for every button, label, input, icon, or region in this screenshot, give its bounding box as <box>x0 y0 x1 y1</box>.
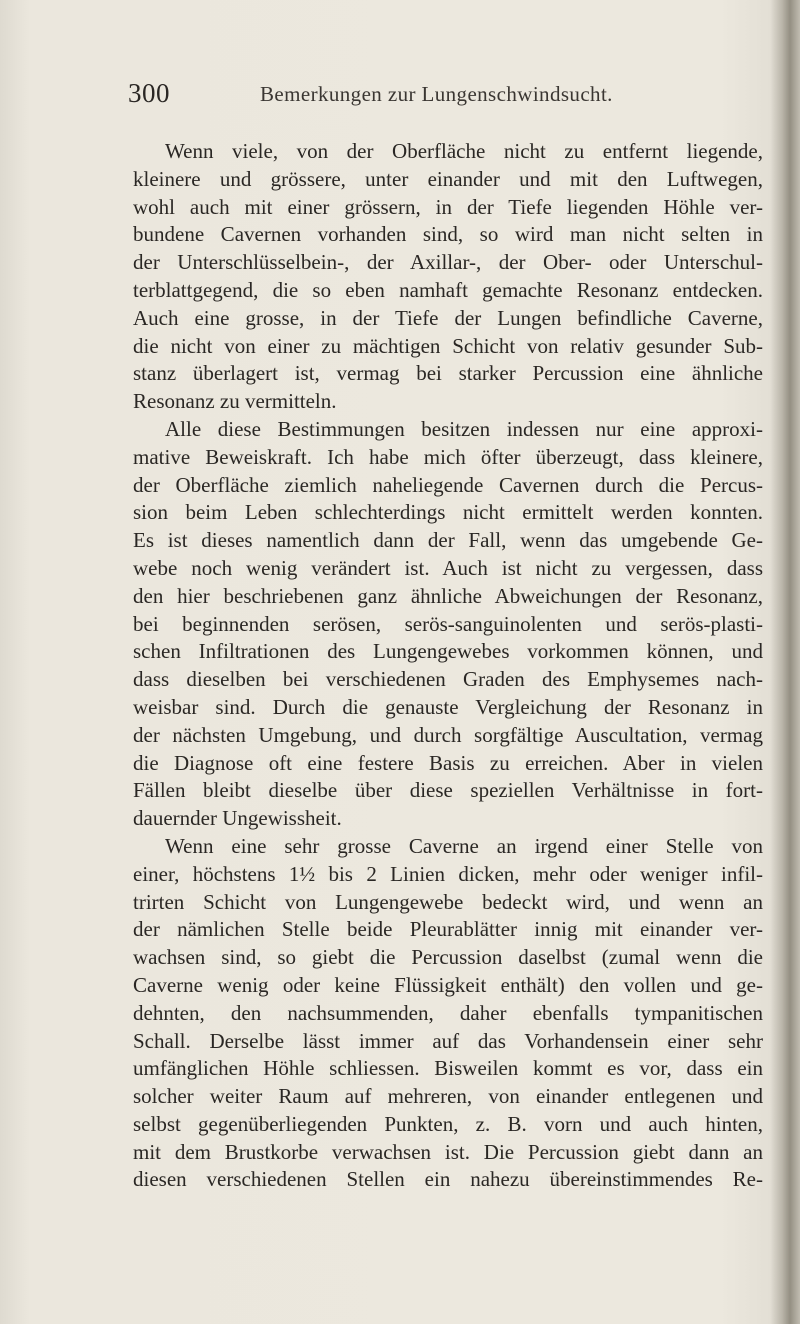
text-line: wohl auch mit einer grössern, in der Tiefe liegenden Höhle ver- <box>133 194 763 219</box>
text-line: mit dem Brustkorbe verwachsen ist. Die Percussion giebt dann an <box>133 1139 763 1164</box>
text-line: weisbar sind. Durch die genauste Vergleichung der Resonanz in <box>133 694 763 719</box>
text-line: sion beim Leben schlechterdings nicht ermittelt werden konnten. <box>133 500 763 525</box>
text-line: der Oberfläche ziemlich naheliegende Cavernen durch die Percus- <box>133 472 763 497</box>
text-line: solcher weiter Raum auf mehreren, von einander entlegenen und <box>133 1084 763 1109</box>
text-line: diesen verschiedenen Stellen ein nahezu übereinstimmendes Re- <box>133 1167 763 1192</box>
text-line: Auch eine grosse, in der Tiefe der Lungen befindliche Caverne, <box>133 305 763 330</box>
text-line: dauernder Ungewissheit. <box>133 806 342 831</box>
text-line: terblattgegend, die so eben namhaft gemachte Resonanz entdecken. <box>133 277 763 302</box>
text-line: der nächsten Umgebung, und durch sorgfältige Auscultation, vermag <box>133 722 763 747</box>
text-line: dehnten, den nachsummenden, daher ebenfalls tympanitischen <box>133 1000 763 1025</box>
text-line: Wenn viele, von der Oberfläche nicht zu entfernt liegende, <box>165 139 763 163</box>
page-number: 300 <box>128 78 170 108</box>
text-line: umfänglichen Höhle schliessen. Bisweilen kommt es vor, dass ein <box>133 1056 763 1081</box>
text-line: kleinere und grössere, unter einander und mit den Luftwegen, <box>133 166 763 191</box>
text-line: webe noch wenig verändert ist. Auch ist nicht zu vergessen, dass <box>133 555 763 580</box>
text-line: dass dieselben bei verschiedenen Graden des Emphysemes nach- <box>133 667 763 692</box>
text-line: der nämlichen Stelle beide Pleurablätter innig mit einander ver- <box>133 917 763 942</box>
text-line: der Unterschlüsselbein-, der Axillar-, der Ober- oder Unterschul- <box>133 250 763 275</box>
text-line: selbst gegenüberliegenden Punkten, z. B. vorn und auch hinten, <box>133 1111 763 1136</box>
text-line: bundene Cavernen vorhanden sind, so wird man nicht selten in <box>133 222 763 247</box>
text-line: trirten Schicht von Lungengewebe bedeckt wird, und wenn an <box>133 889 763 914</box>
body-text <box>133 138 763 1194</box>
running-title: Bemerkungen zur Lungenschwindsucht. <box>260 82 613 106</box>
text-line: Wenn eine sehr grosse Caverne an irgend einer Stelle von <box>165 833 763 858</box>
page-header <box>128 78 688 118</box>
text-line: schen Infiltrationen des Lungengewebes vorkommen können, und <box>133 639 763 664</box>
text-line: wachsen sind, so giebt die Percussion daselbst (zumal wenn die <box>133 945 763 970</box>
text-line: einer, höchstens 1½ bis 2 Linien dicken, mehr oder weniger infil- <box>133 861 763 886</box>
text-line: Fällen bleibt dieselbe über diese speziellen Verhältnisse in fort- <box>133 778 763 803</box>
text-line: Caverne wenig oder keine Flüssigkeit enthält) den vollen und ge- <box>133 972 763 997</box>
page-gutter-shadow <box>770 0 800 1324</box>
text-line: Es ist dieses namentlich dann der Fall, wenn das umgebende Ge- <box>133 528 763 553</box>
text-line: Schall. Derselbe lässt immer auf das Vorhandensein einer sehr <box>133 1028 763 1053</box>
text-line: stanz überlagert ist, vermag bei starker Percussion eine ähnliche <box>133 361 763 386</box>
text-line: mative Beweiskraft. Ich habe mich öfter überzeugt, dass kleinere, <box>133 444 763 469</box>
text-line: die Diagnose oft eine festere Basis zu erreichen. Aber in vielen <box>133 750 763 775</box>
text-line: den hier beschriebenen ganz ähnliche Abweichungen der Resonanz, <box>133 583 763 608</box>
text-line: Resonanz zu vermitteln. <box>133 389 337 414</box>
text-line: Alle diese Bestimmungen besitzen indessen nur eine approxi- <box>165 416 763 441</box>
text-line: die nicht von einer zu mächtigen Schicht von relativ gesunder Sub- <box>133 333 763 358</box>
text-line: bei beginnenden serösen, serös-sanguinolenten und serös-plasti- <box>133 611 763 636</box>
